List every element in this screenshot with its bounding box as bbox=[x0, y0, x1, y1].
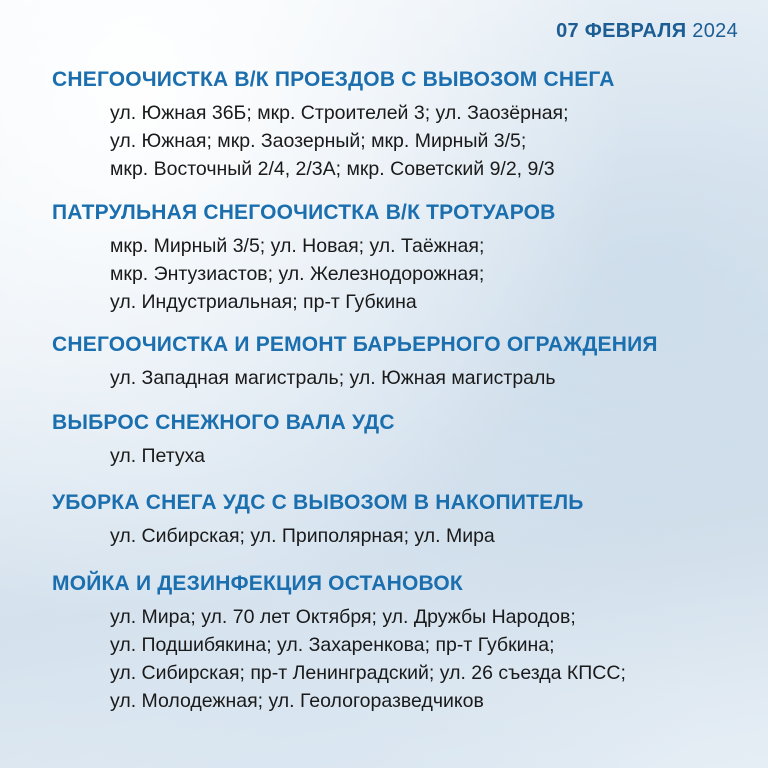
address-line: мкр. Восточный 2/4, 2/3А; мкр. Советский 9/2, 9/3 bbox=[110, 158, 555, 180]
section-stop-washing bbox=[52, 571, 626, 715]
address-line: ул. Сибирская; ул. Приполярная; ул. Мира bbox=[110, 525, 495, 547]
date-day-month: 07 ФЕВРАЛЯ bbox=[556, 20, 687, 42]
section-snow-removal-passages bbox=[52, 67, 615, 183]
address-line: ул. Молодежная; ул. Геологоразведчиков bbox=[110, 690, 484, 712]
section-snow-bank bbox=[52, 410, 395, 470]
address-line: ул. Западная магистраль; ул. Южная магистраль bbox=[110, 367, 556, 389]
address-line: мкр. Мирный 3/5; ул. Новая; ул. Таёжная; bbox=[110, 235, 485, 257]
section-barrier-repair bbox=[52, 332, 658, 392]
section-title: УБОРКА СНЕГА УДС С ВЫВОЗОМ В НАКОПИТЕЛЬ bbox=[52, 491, 584, 514]
section-title: МОЙКА И ДЕЗИНФЕКЦИЯ ОСТАНОВОК bbox=[52, 572, 463, 595]
address-line: мкр. Энтузиастов; ул. Железнодорожная; bbox=[110, 263, 485, 285]
address-line: ул. Южная 36Б; мкр. Строителей 3; ул. Заозёрная; bbox=[110, 102, 569, 124]
section-patrol-sidewalks bbox=[52, 200, 556, 316]
section-title: ВЫБРОС СНЕЖНОГО ВАЛА УДС bbox=[52, 411, 395, 434]
address-line: ул. Мира; ул. 70 лет Октября; ул. Дружбы Народов; bbox=[110, 606, 576, 628]
date-label bbox=[556, 20, 738, 43]
address-line: ул. Петуха bbox=[110, 445, 206, 467]
address-line: ул. Сибирская; пр-т Ленинградский; ул. 26 съезда КПСС; bbox=[110, 662, 626, 684]
section-title: СНЕГООЧИСТКА И РЕМОНТ БАРЬЕРНОГО ОГРАЖДЕНИЯ bbox=[52, 333, 658, 356]
section-title: СНЕГООЧИСТКА В/К ПРОЕЗДОВ С ВЫВОЗОМ СНЕГА bbox=[52, 68, 615, 91]
address-line: ул. Южная; мкр. Заозерный; мкр. Мирный 3/5; bbox=[110, 130, 527, 152]
address-line: ул. Подшибякина; ул. Захаренкова; пр-т Губкина; bbox=[110, 634, 555, 656]
date-year: 2024 bbox=[692, 20, 738, 42]
section-title: ПАТРУЛЬНАЯ СНЕГООЧИСТКА В/К ТРОТУАРОВ bbox=[52, 201, 556, 224]
section-snow-to-storage bbox=[52, 490, 584, 550]
address-line: ул. Индустриальная; пр-т Губкина bbox=[110, 291, 417, 313]
